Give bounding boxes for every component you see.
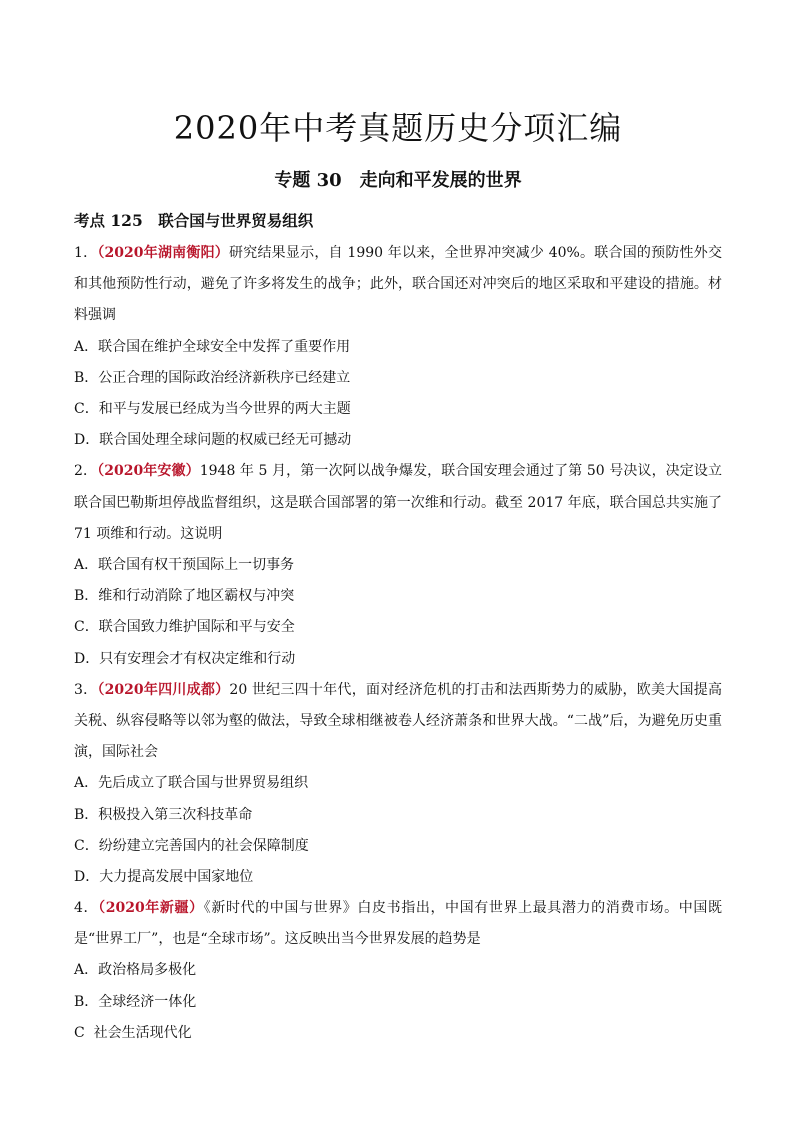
option-label: D．: [74, 650, 100, 667]
option-text: 联合国致力维护国际和平与安全: [98, 619, 295, 636]
question-text: 《新时代的中国与世界》白皮书指出，中国有世界上最具潜力的消费市场。中国既是“世界工厂”，也是“全球市场”。这反映出当今世界发展的趋势是: [74, 900, 722, 948]
option-text: 积极投入第三次科技革命: [98, 806, 253, 823]
option-text: 和平与发展已经成为当今世界的两大主题: [98, 400, 351, 417]
option-d: [74, 425, 722, 456]
question-3: [74, 675, 722, 893]
option-text: 联合国有权干预国际上一切事务: [98, 556, 295, 573]
option-text: 公正合理的国际政治经济新秩序已经建立: [98, 369, 351, 386]
question-stem: [74, 675, 722, 769]
option-label: C．: [74, 400, 99, 417]
option-label: C: [74, 1024, 94, 1041]
option-text: 维和行动消除了地区霸权与冲突: [98, 588, 295, 605]
option-label: B．: [74, 806, 99, 823]
question-text: 研究结果显示，自 1990 年以来，全世界冲突减少 40%。联合国的预防性外交和其他预防性行动，避免了许多将发生的战争；此外，联合国还对冲突后的地区采取和平建设的措施。材料强调: [74, 245, 722, 324]
option-d: [74, 644, 722, 675]
question-stem: [74, 238, 722, 332]
option-d: [74, 862, 722, 893]
question-source: （2020年湖南衡阳）: [97, 245, 230, 261]
option-label: C．: [74, 619, 99, 636]
question-list: [74, 238, 722, 1049]
option-text: 全球经济一体化: [98, 993, 197, 1010]
option-text: 联合国在维护全球安全中发挥了重要作用: [98, 338, 351, 355]
question-source: （2020年四川成都）: [97, 681, 230, 698]
option-text: 先后成立了联合国与世界贸易组织: [98, 775, 309, 792]
question-stem: [74, 456, 722, 550]
option-text: 大力提高发展中国家地位: [99, 868, 254, 885]
question-4: [74, 893, 722, 1049]
option-a: [74, 768, 722, 799]
question-stem: [74, 893, 722, 955]
document-title: 2020年中考真题历史分项汇编: [173, 109, 623, 147]
question-source: （2020年新疆）: [98, 900, 204, 917]
option-text: 联合国处理全球问题的权威已经无可撼动: [99, 432, 352, 449]
document-subtitle: 专题 30 走向和平发展的世界: [274, 170, 522, 191]
option-label: D．: [74, 432, 100, 449]
option-c: [74, 394, 722, 425]
option-label: A．: [74, 556, 99, 573]
option-label: D．: [74, 868, 100, 885]
option-label: B．: [74, 588, 99, 605]
option-label: B．: [74, 369, 99, 386]
question-number: 2．: [74, 463, 98, 480]
option-c: [74, 1018, 722, 1049]
question-2: [74, 456, 722, 674]
question-source: （2020年安徽）: [97, 463, 200, 480]
option-c: [74, 612, 722, 643]
option-label: A．: [74, 775, 99, 792]
option-text: 纷纷建立完善国内的社会保障制度: [98, 837, 309, 854]
option-label: A．: [74, 962, 99, 979]
option-label: A．: [74, 338, 99, 355]
question-text: 1948 年 5 月，第一次阿以战争爆发，联合国安理会通过了第 50 号决议，决定设立联合国巴勒斯坦停战监督组织，这是联合国部署的第一次维和行动。截至 2017 年底，联合国总共实施了 71 项维和行动。这说明: [74, 463, 722, 542]
option-b: [74, 800, 722, 831]
option-b: [74, 987, 722, 1018]
option-b: [74, 581, 722, 612]
question-1: [74, 238, 722, 456]
option-text: 社会生活现代化: [93, 1024, 192, 1041]
option-text: 只有安理会才有权决定维和行动: [99, 650, 296, 667]
option-a: [74, 332, 722, 363]
section-heading: 考点 125 联合国与世界贸易组织: [74, 211, 314, 230]
question-number: 1．: [74, 245, 98, 261]
question-text: 20 世纪三四十年代，面对经济危机的打击和法西斯势力的威胁，欧美大国提高关税、纵容侵略等以邻为壑的做法，导致全球相继被卷人经济萧条和世界大战。“二战”后，为避免历史重演，国际社会: [74, 681, 722, 761]
option-b: [74, 363, 722, 394]
option-a: [74, 550, 722, 581]
option-label: C．: [74, 837, 99, 854]
option-a: [74, 955, 722, 986]
option-label: B．: [74, 993, 99, 1010]
option-text: 政治格局多极化: [98, 962, 197, 979]
option-c: [74, 831, 722, 862]
question-number: 4．: [74, 900, 99, 917]
question-number: 3．: [74, 681, 98, 698]
